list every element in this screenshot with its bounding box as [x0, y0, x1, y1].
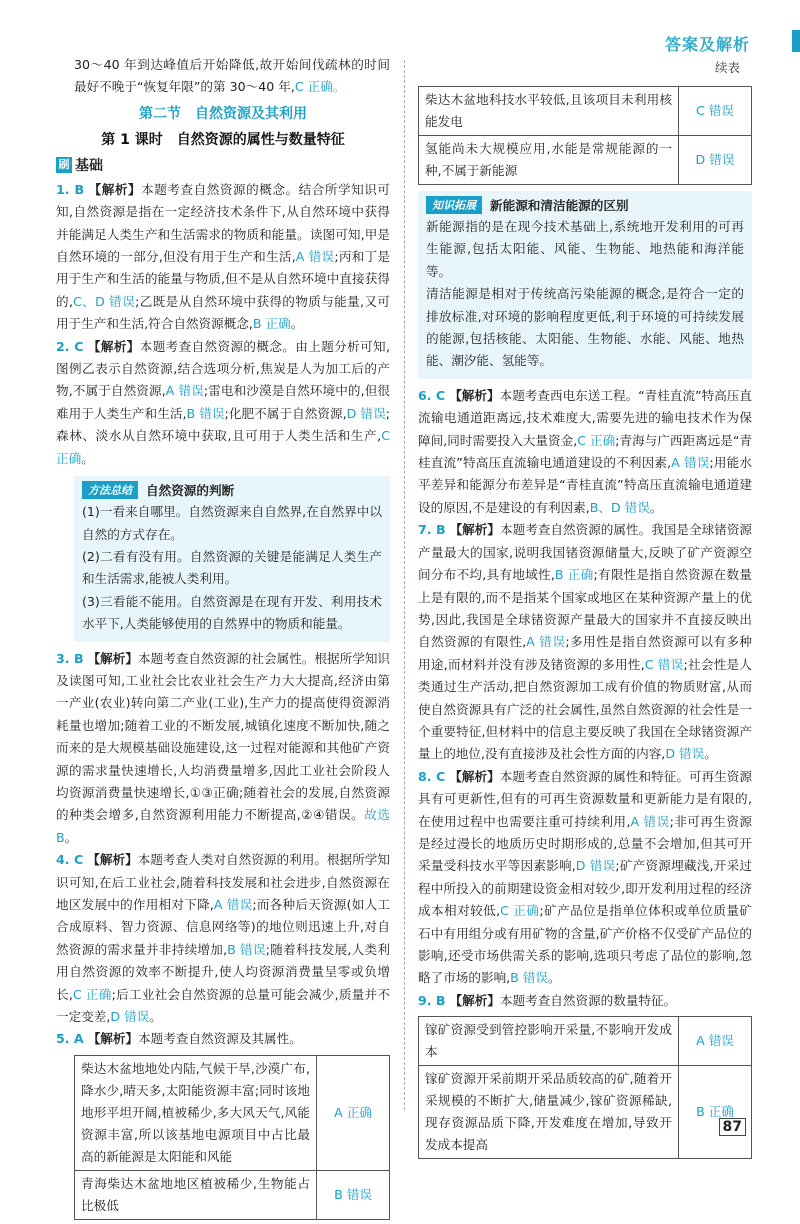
text: 读图可知,工业社会比农业社会生产力大大提高,经济由第 — [69, 672, 390, 688]
text: 能满足人类生产和生活需求的物质和能量。读图可知,甲是 — [68, 226, 390, 242]
analysis-tag: 【解析】 — [87, 650, 138, 666]
question-3 — [56, 648, 390, 850]
box-text — [426, 283, 744, 373]
text: 。 — [64, 829, 78, 845]
text: ;随着科技发展,人 — [265, 941, 365, 957]
answer-mark: B 错误 — [227, 941, 266, 957]
answer-mark: A 错误 — [213, 897, 253, 912]
answer-mark: B 错误 — [510, 970, 549, 986]
table-cell: 镓矿资源开采前期开采品质较高的矿,随着开采规模的不断扩大,储量减少,镓矿资源稀缺,现存资源品质下降,开发难度在增加,导致开发成本提高 — [419, 1066, 679, 1159]
text: 自然资源的需求量并非持续增加, — [56, 919, 390, 957]
text: ;有限性是指自然资源在数 — [593, 567, 740, 583]
text: 地区发展中的作用相对下降, — [56, 897, 214, 912]
intro-text — [56, 54, 390, 99]
result-cell: A 错误 — [679, 1017, 752, 1066]
box-pill: 知识拓展 — [426, 196, 482, 214]
table-row — [419, 1017, 752, 1066]
knowledge-expansion-box — [418, 191, 752, 379]
text: 本题考查自然资源的概念。由上题分析可知,图 — [56, 338, 390, 377]
text: 源是经过漫长的地质历史时期形成的,总量不会增加,但其 — [418, 813, 752, 851]
result-cell: A 正确 — [317, 1055, 390, 1170]
answer-mark: A 错误 — [295, 249, 335, 265]
text: 障间,同时需要投入大量资金, — [418, 432, 578, 448]
text: 新能源指的是在现今技术基础上,系统地开发利用的可再 — [426, 219, 744, 234]
text: 排放标准,对环境的影响程度更低,利于环境的可持续发展 — [426, 308, 744, 324]
table-row — [419, 136, 752, 185]
answer-mark: A 错误 — [526, 634, 566, 650]
intro-line: 不晚于“恢复年限”的第 30～40 年, — [99, 79, 295, 95]
answer-mark: B、D 错误 — [589, 499, 650, 515]
column-divider — [404, 60, 405, 1110]
right-column — [418, 82, 752, 1163]
answer-mark: A 错误 — [671, 455, 710, 471]
answer-mark: A 错误 — [630, 813, 670, 829]
answer-mark: D 错误 — [665, 746, 705, 762]
result-cell: B 正确 — [679, 1066, 752, 1159]
text: “青桂直流”特高压直流输电通道建设的不利因素, — [418, 432, 753, 471]
analysis-tag: 【解析】 — [449, 522, 500, 538]
text: ④错误。 — [313, 807, 365, 823]
text: 例乙表示自然资源,结合选项分析,焦炭是人为加工后的产 — [69, 361, 390, 377]
box-title: 新能源和清洁能源的区别 — [490, 198, 629, 213]
analysis-tag: 【解析】 — [449, 768, 500, 784]
header-accent-bar — [792, 30, 800, 52]
text: 受矿产品位的影响,还受市场供需关系的影响,选项只考虑 — [418, 925, 752, 963]
box-title: 自然资源的判断 — [146, 483, 235, 499]
result-cell: D 错误 — [679, 136, 752, 185]
text: 本题考查自然资源及其属性。 — [138, 1031, 302, 1047]
text: 清洁能源是相对于传统高污染能源的概念,是符合一定的 — [426, 286, 744, 302]
text: 社会性是人类通过生产活动,把自然资源加工成有价值的物 — [418, 656, 753, 695]
question-number: 3. B — [56, 650, 84, 666]
table-cell: 柴达木盆地地处内陆,气候干旱,沙漠广布,降水少,晴天多,太阳能资源丰富;同时该地地形平坦开阔,植被稀少,多大风天气,风能资源丰富,所以该基地电源项目中占比最高的新能源是太阳能和风能 — [75, 1055, 317, 1170]
text: 了品位的影响,忽略了市场的影响, — [418, 948, 752, 986]
question-6 — [418, 385, 752, 519]
text: 以有多种用途,而材料并没有涉及锗资源的多用性, — [418, 634, 752, 672]
analysis-tag: 【解析】 — [449, 992, 500, 1008]
answer-mark: A 错误 — [165, 383, 204, 399]
answer-mark: D 错误 — [575, 858, 616, 874]
table-cell: 氢能尚未大规模应用,水能是常规能源的一种,不属于新能源 — [419, 136, 679, 185]
text: 本题考查自然资源的属性。我国是全球锗资源产 — [418, 522, 753, 560]
text: 的优势,因此,我国是全球锗资源产量最大的国家并不直接 — [418, 589, 752, 627]
text: 汐能、氢能等。 — [463, 353, 552, 369]
text: ;后工业社会自然资源的总量可能会减少,质 — [111, 986, 352, 1002]
text: 又可用于生产和生活,符合自然资源概念, — [56, 293, 391, 332]
header-area — [598, 28, 800, 54]
text: 量最大的国家,说明我国锗资源储量大,反映了矿产资源空 — [431, 544, 752, 560]
question-8 — [418, 766, 752, 990]
answer-mark: C、D 错误 — [72, 293, 136, 309]
method-summary-box — [74, 476, 390, 641]
box-text — [82, 591, 382, 636]
question-number: 1. B — [56, 181, 85, 197]
text: 反映出自然资源的有限性, — [418, 611, 752, 650]
text: 本题考查自然资源的社会属性。根据所学知识及 — [56, 650, 391, 688]
analysis-tag: 【解析】 — [87, 852, 138, 868]
text: ;非可再生资 — [669, 813, 740, 829]
analysis-tag: 【解析】 — [87, 338, 140, 354]
question-number: 2. C — [56, 338, 84, 354]
text: 本题考查自然资源的概念。结合所学知识可知, — [56, 181, 391, 220]
box-text — [82, 546, 382, 591]
box-header — [426, 195, 744, 214]
box-text — [426, 216, 744, 283]
text: 可开采量受科技水平等因素影响, — [418, 835, 752, 874]
text: 的能源,包括核能、太阳能、生物能、水能、风能、地热能、潮 — [426, 331, 744, 369]
question-7 — [418, 519, 752, 765]
text: ;矿产资源埋藏浅, — [615, 858, 714, 874]
text: ;而各种后天资源(如人 — [252, 897, 378, 912]
result-cell: C 错误 — [679, 87, 752, 136]
text: 在使用过程中也需要注重可持续利用, — [418, 813, 631, 829]
text: 但很难用于人类生产和生活, — [56, 383, 390, 421]
table-cell: 镓矿资源受到管控影响开采量,不影响开发成本 — [419, 1017, 679, 1066]
question-2 — [56, 336, 390, 470]
question-1 — [56, 179, 390, 336]
box-text — [82, 501, 382, 546]
answer-mark: C 错误 — [644, 656, 684, 672]
text: 。 — [704, 746, 717, 762]
question-5 — [56, 1028, 390, 1050]
text: 。 — [81, 450, 94, 466]
text: 消耗量也增加;随着工业的不断发展,城镇化速度不断加快, — [56, 695, 390, 733]
lesson-title: 第 1 课时 自然资源的属性与数量特征 — [101, 131, 345, 148]
answer-mark: B 错误 — [186, 405, 225, 421]
text: 本题考查西电东送工程。“青桂直流”特高压直流 — [418, 387, 752, 426]
text: ;化肥不属于自然资源, — [224, 405, 347, 421]
text: 获得的, — [56, 271, 390, 309]
text: 负增长, — [56, 964, 390, 1002]
text: 自然资源是指在一定经济技术条件下,从自然环境中获得并 — [56, 204, 390, 242]
text: 工合成原料、智力资源、信息网络等)的地位则迅速上升,对 — [56, 897, 390, 935]
question-number: 5. A — [56, 1031, 84, 1047]
text: ;森林、淡水从自然环境中获取,且可用于人类生活和 — [56, 405, 390, 444]
base-heading — [56, 155, 390, 175]
text: ;丙和丁 — [334, 249, 378, 265]
text: 是用于生产和生活的能量与物质,但不是从自然环境中直接 — [56, 249, 391, 287]
question-number: 6. C — [418, 387, 446, 403]
text: 程的经济成本相对较低, — [418, 880, 752, 919]
header-title: 答案及解析 — [664, 35, 750, 54]
text: 生产, — [350, 428, 382, 444]
text: 电通道建设的原因,不是建设的有利因素, — [418, 477, 752, 515]
question-number: 4. C — [56, 852, 84, 868]
text: 然的方式存在。 — [94, 526, 183, 542]
table-row — [419, 87, 752, 136]
analysis-tag: 【解析】 — [88, 181, 142, 197]
text: 类利用自然资源的效率不断提升,使人均资源消费量呈零或 — [56, 941, 390, 980]
table-cell: 柴达木盆地科技水平较低,且该项目未利用核能发电 — [419, 87, 679, 136]
text: 展,自然资源的种类会增多,自然资源利用能力不断提高,② — [56, 784, 390, 823]
text: 可知,在后工业社会,随着科技发展和社会进步,自然资源在 — [68, 874, 390, 890]
text: 。 — [290, 316, 304, 332]
question-9 — [418, 990, 752, 1012]
text: ;雷电和沙漠是自然环境中的, — [203, 383, 365, 399]
text: 本题考查自然资源的数量特征。 — [499, 992, 677, 1008]
text: ; — [709, 455, 714, 471]
result-cell: B 错误 — [317, 1170, 390, 1219]
text: 。 — [149, 1009, 162, 1025]
text: 开采过程中所投入的前期建设资金相对较少,即开发利用过 — [418, 858, 752, 896]
text: 国在全球锗资源产量上的地位,没有直接涉及社会性方面的 — [418, 723, 752, 762]
text: 质财富,从而使自然资源具有广泛的社会属性,虽然自然资 — [418, 679, 752, 717]
page-number: 87 — [719, 1118, 746, 1136]
answer-mark: C 正确 — [500, 903, 540, 919]
text: 一产业(农业)转向第二产业(工业),生产力的提高使得资源 — [56, 695, 378, 711]
answer-mark: B 正确 — [252, 316, 291, 332]
question-number: 9. B — [418, 992, 446, 1008]
q9-table — [418, 1016, 752, 1159]
text: 。 — [649, 499, 663, 515]
text: 下,人类能够使用的自然界中的物质和能量。 — [107, 616, 351, 632]
intro-line: 30～40 年到达峰值后开始降低,故开始间伐疏林的时间最好 — [74, 57, 390, 95]
q5-table-continued — [418, 86, 752, 185]
text: 本题考查自然资源的属性和特征。可再生资源具 — [418, 768, 752, 807]
text: 有可更新性,但有的可再生资源数量和更新能力是有限的, — [431, 791, 752, 807]
text: ;青海与广西距离远是 — [615, 432, 733, 448]
text: 量并不一定变差, — [56, 986, 390, 1025]
q5-table — [74, 1055, 390, 1220]
text: 用能水平差异和能源分布差异是“青桂直流”特高压直流输 — [418, 455, 753, 493]
question-number: 7. B — [418, 522, 446, 538]
text: (3)三看能不能用。自然资源是在现有开发、利用技术水平 — [82, 593, 382, 632]
text: 本题考查人类对自然资源的利用。根据所学知识 — [56, 852, 390, 890]
text: 内容, — [636, 746, 666, 762]
text: 。 — [548, 970, 561, 986]
text: (2)二看有没有用。自然资源的关键是能满足人类生产和 — [82, 548, 382, 587]
answer-mark: C 正确 — [56, 428, 390, 466]
text: 源的社会性是一个重要特征,但材料中的信息主要反映了我 — [418, 701, 752, 739]
text: 间分布不均,具有地域性, — [418, 567, 555, 583]
box-pill: 方法总结 — [82, 481, 138, 499]
analysis-tag: 【解析】 — [87, 1031, 139, 1047]
answer-mark: 故选 B — [56, 807, 390, 845]
text: 生能源,包括太阳能、风能、生物能、地热能和海洋能等。 — [426, 241, 744, 279]
text: ;乙既是从自然环境中获得的物质与能量, — [135, 293, 365, 309]
text: 会阶段人均资源消费量快速增长,①③正确;随着社会的发 — [56, 762, 391, 800]
answer-mark: B 正确 — [554, 567, 594, 583]
text: 随之而来的是大规模基础设施建设,这一过程对能源和其他 — [56, 717, 391, 756]
continued-label: 续表 — [714, 60, 740, 75]
text: 自然环境的一部分,但没有用于生产和生活, — [56, 249, 296, 265]
question-number: 8. C — [418, 768, 446, 784]
answer-mark: D 错误 — [346, 405, 386, 421]
answer-mark: C 正确 — [72, 986, 112, 1002]
base-label: 基础 — [75, 157, 103, 174]
text: 物,不属于自然资源, — [56, 383, 166, 399]
table-cell: 青海柴达木盆地地区植被稀少,生物能占比极低 — [75, 1170, 317, 1219]
table-row — [419, 1066, 752, 1159]
text: ;多用性是指自然资源可 — [565, 634, 701, 650]
text: ;矿产品位是指单位体积或 — [539, 903, 688, 919]
box-header — [82, 480, 382, 499]
section-title: 第二节 自然资源及其利用 — [139, 105, 307, 122]
text: 矿产资源的需求量快速增长,人均消费量增多,因此工业社 — [56, 740, 390, 778]
text: 生活需求,能被人类利用。 — [94, 571, 238, 587]
text: 量上是有限的,而不是指某个国家或地区在某种资源产量上 — [418, 567, 752, 605]
question-4 — [56, 849, 390, 1028]
text: 单位质量矿石中有用组分或有用矿物的含量,矿产价格不仅 — [418, 903, 753, 941]
brush-icon: 刷 — [56, 157, 72, 173]
answer-mark: C 正确 — [577, 432, 616, 448]
text: (1)一看来自哪里。自然资源来自自然界,在自然界中以自 — [82, 504, 382, 542]
answer-mark: C 正确。 — [294, 79, 346, 95]
text: 输电通道距离远,技术难度大,需要先进的输电技术作为保 — [431, 410, 752, 426]
text: ; — [683, 656, 688, 672]
left-column — [56, 54, 390, 1224]
analysis-tag: 【解析】 — [449, 387, 500, 403]
answer-mark: D 错误 — [110, 1009, 150, 1025]
table-row — [75, 1055, 390, 1170]
